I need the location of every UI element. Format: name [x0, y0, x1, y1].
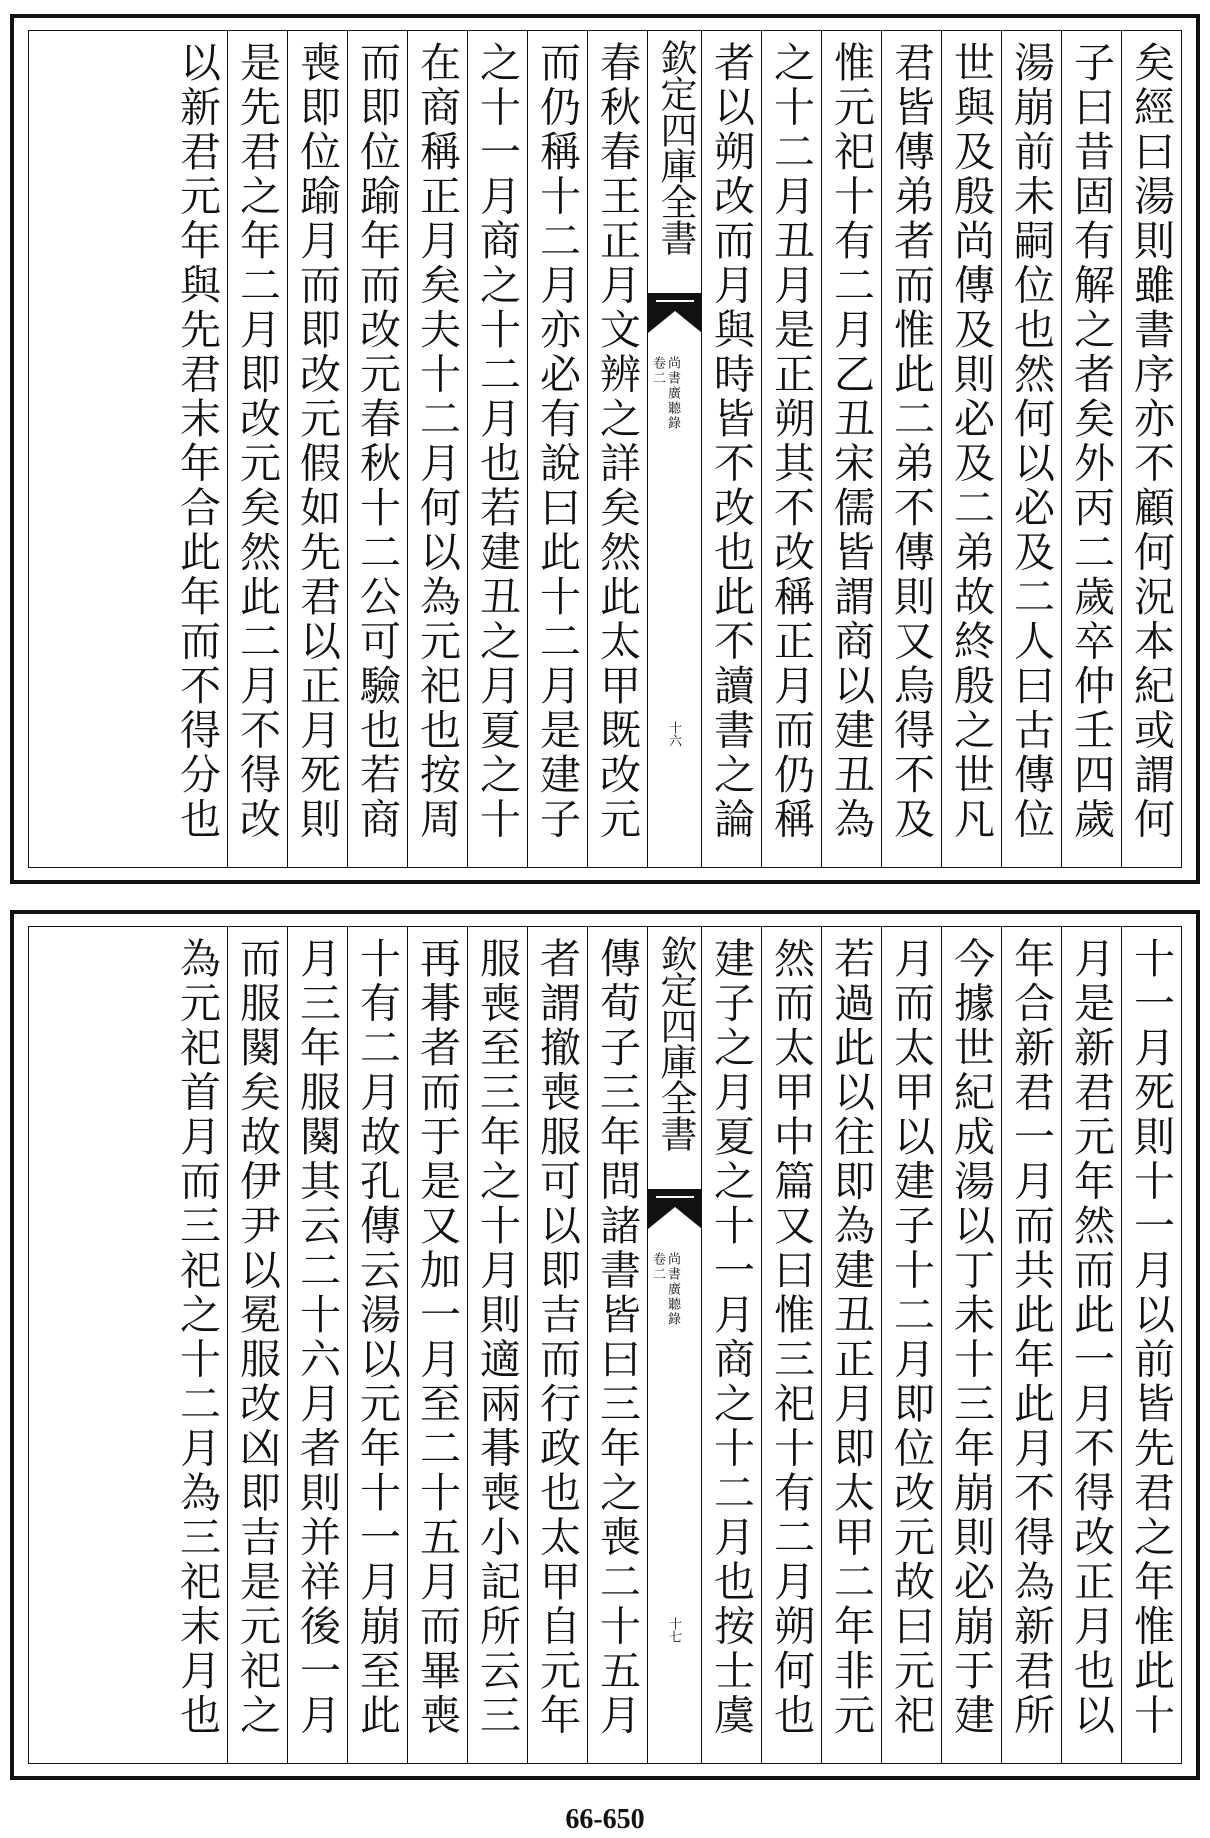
text-column: 湯崩前未嗣位也然何以必及二人曰古傳位	[1001, 31, 1061, 867]
text-column: 君皆傳弟者而惟此二弟不傳則又烏得不及	[881, 31, 941, 867]
page-number: 66-650	[565, 1804, 645, 1835]
upper-leaf	[10, 14, 1200, 884]
center-fold	[647, 31, 701, 867]
text-column: 月三年服闋其云二十六月者則并祥後一月	[287, 927, 347, 1763]
text-column: 傳荀子三年問諸書皆曰三年之喪二十五月	[587, 927, 647, 1763]
text-column: 在商稱正月矣夫十二月何以為元祀也按周	[407, 31, 467, 867]
text-column: 而即位踰年而改元春秋十二公可驗也若商	[347, 31, 407, 867]
text-column: 而服闋矣故伊尹以冕服改凶即吉是元祀之	[227, 927, 287, 1763]
folio-number: 十六	[666, 721, 681, 747]
fish-tail-ornament	[648, 293, 701, 339]
text-column: 月是新君元年然而此一月不得改正月也以	[1061, 927, 1121, 1763]
text-column: 今據世紀成湯以丁未十三年崩則必崩于建	[941, 927, 1001, 1763]
text-column: 子曰昔固有解之者矣外丙二歲卒仲壬四歲	[1061, 31, 1121, 867]
text-column: 年合新君一月而共此年此月不得為新君所	[1001, 927, 1061, 1763]
volume-label: 卷二	[650, 356, 665, 386]
fish-tail-ornament	[648, 1189, 701, 1235]
text-column: 之十二月丑月是正朔其不改稱正月而仍稱	[761, 31, 821, 867]
volume-label: 卷二	[650, 1252, 665, 1282]
text-column: 而仍稱十二月亦必有說曰此十二月是建子	[527, 31, 587, 867]
text-column: 十有二月故孔傳云湯以元年十一月崩至此	[347, 927, 407, 1763]
text-column: 十一月死則十一月以前皆先君之年惟此十	[1121, 927, 1181, 1763]
book-title: 尚書廣聽錄	[665, 356, 680, 431]
collection-title: 欽定四庫全書	[654, 39, 697, 255]
folio-number: 十七	[666, 1617, 681, 1643]
book-title: 尚書廣聽錄	[665, 1252, 680, 1327]
text-column: 喪即位踰月而即改元假如先君以正月死則	[287, 31, 347, 867]
text-column: 是先君之年二月即改元矣然此二月不得改	[227, 31, 287, 867]
text-column: 建子之月夏之十一月商之十二月也按士虞	[701, 927, 761, 1763]
text-column: 矣經曰湯則雖書序亦不顧何況本紀或謂何	[1121, 31, 1181, 867]
text-column: 然而太甲中篇又曰惟三祀十有二月朔何也	[761, 927, 821, 1763]
text-column: 世與及殷尚傳及則必及二弟故終殷之世凡	[941, 31, 1001, 867]
text-column: 者謂撤喪服可以即吉而行政也太甲自元年	[527, 927, 587, 1763]
center-fold	[647, 927, 701, 1763]
text-column: 再朞者而于是又加一月至二十五月而畢喪	[407, 927, 467, 1763]
text-column: 春秋春王正月文辨之詳矣然此太甲既改元	[587, 31, 647, 867]
text-column: 為元祀首月而三祀之十二月為三祀末月也	[173, 937, 221, 1738]
collection-title: 欽定四庫全書	[654, 935, 697, 1151]
lower-leaf-frame	[28, 926, 1182, 1764]
text-column: 以新君元年與先君末年合此年而不得分也	[173, 41, 221, 842]
text-column: 之十一月商之十二月也若建丑之月夏之十	[467, 31, 527, 867]
lower-leaf	[10, 910, 1200, 1780]
text-column: 若過此以往即為建丑正月即太甲二年非元	[821, 927, 881, 1763]
text-column: 月而太甲以建子十二月即位改元故曰元祀	[881, 927, 941, 1763]
text-column: 者以朔改而月與時皆不改也此不讀書之論	[701, 31, 761, 867]
upper-leaf-frame	[28, 30, 1182, 868]
text-column: 服喪至三年之十月則適兩朞喪小記所云三	[467, 927, 527, 1763]
text-column: 惟元祀十有二月乙丑宋儒皆謂商以建丑為	[821, 31, 881, 867]
